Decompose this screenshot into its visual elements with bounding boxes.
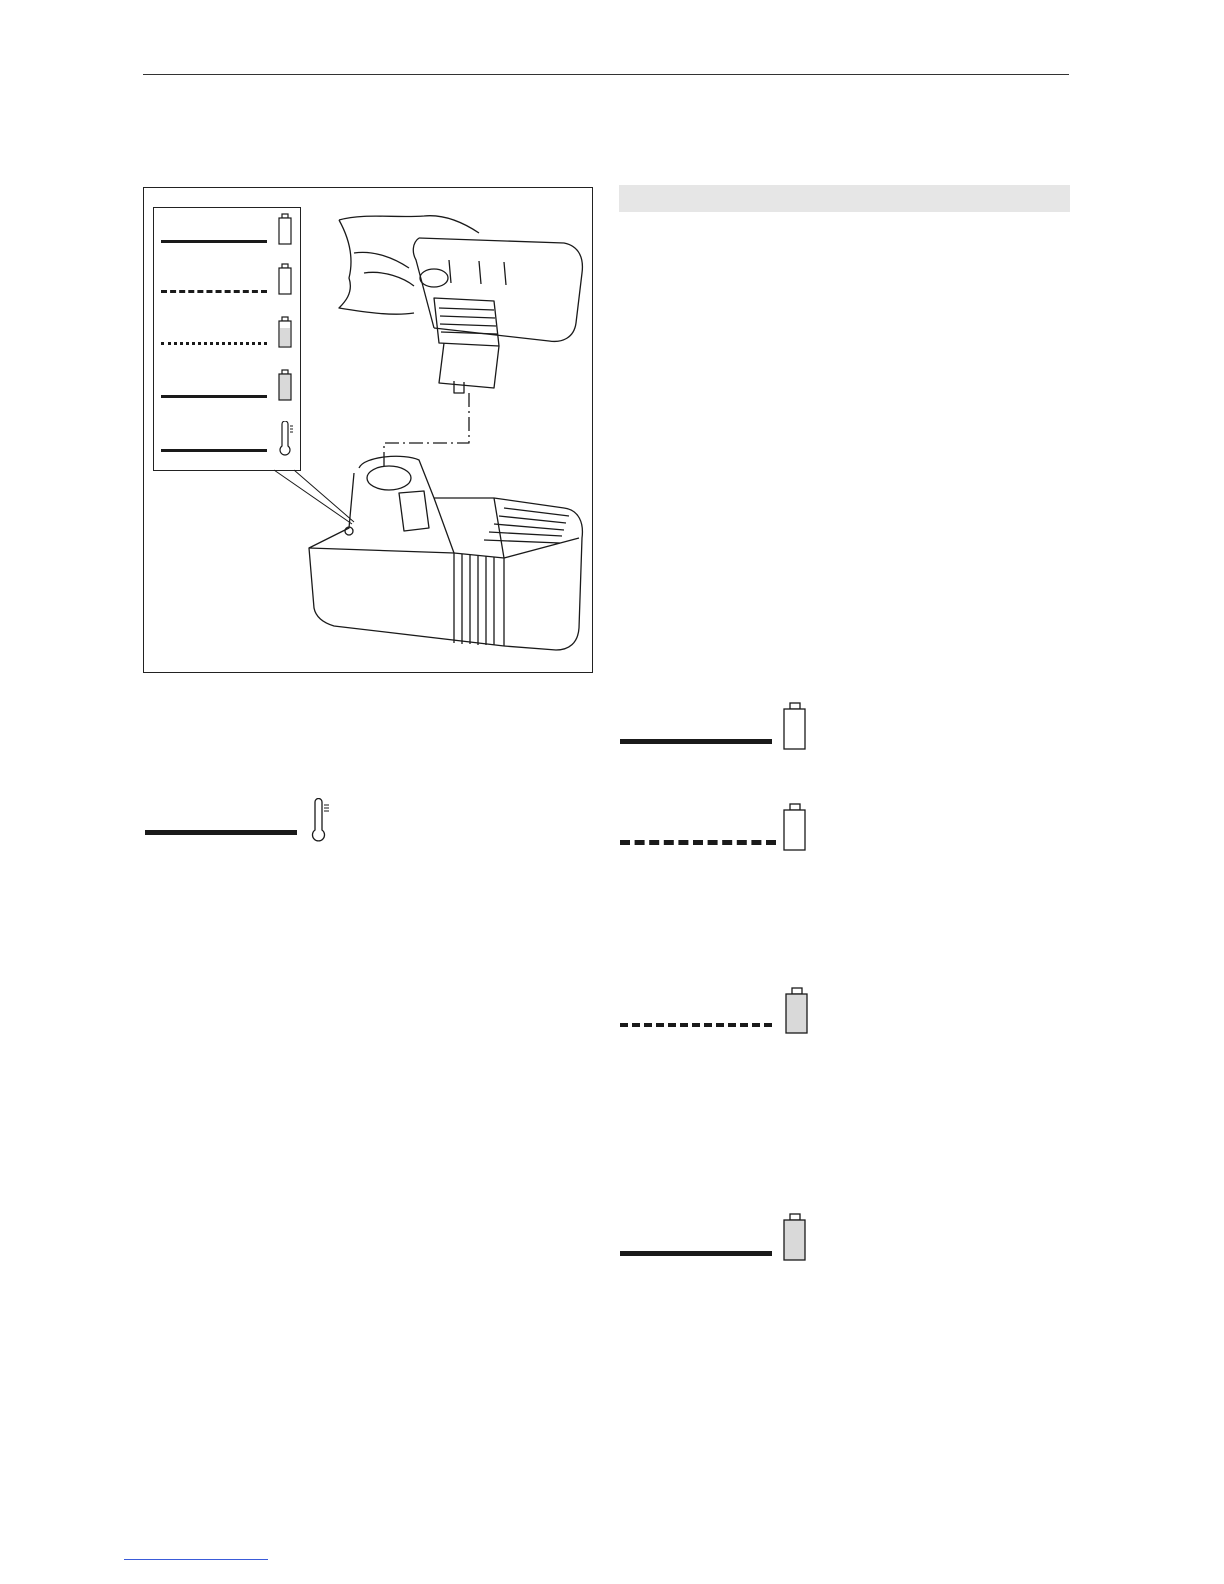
battery-gray-icon (783, 1213, 807, 1261)
indicator-line-solid (145, 830, 297, 835)
battery-gray-icon (785, 987, 809, 1035)
callout-pointer (144, 188, 594, 674)
indicator-line-long-dash (620, 840, 776, 845)
indicator-line-short-dash (620, 1023, 772, 1027)
charger-illustration-figure (143, 187, 593, 673)
header-rule (143, 74, 1069, 75)
battery-empty-icon (783, 702, 807, 750)
section-heading-bar (619, 185, 1070, 212)
battery-empty-icon (783, 803, 807, 851)
thermometer-icon (310, 798, 332, 842)
indicator-line-solid (620, 739, 772, 744)
footer-link-underline[interactable] (124, 1559, 268, 1560)
indicator-line-solid (620, 1251, 772, 1256)
